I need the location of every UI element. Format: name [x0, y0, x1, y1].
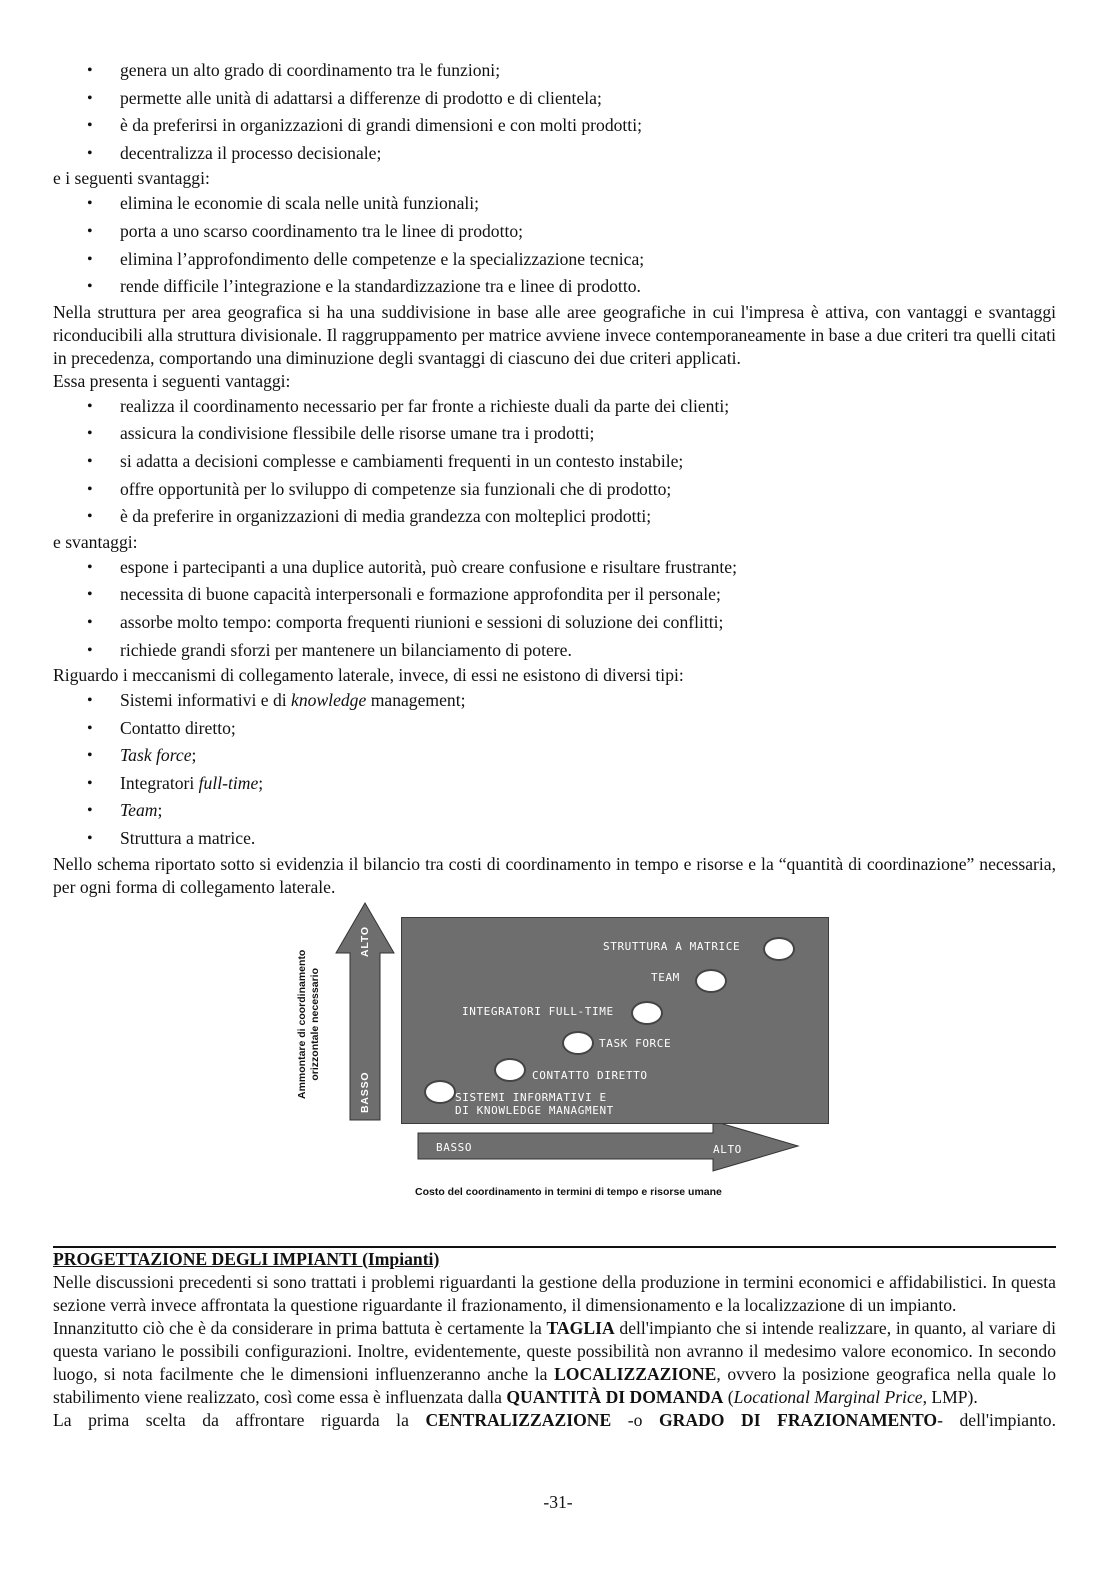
text: (: [723, 1386, 734, 1407]
label-struttura-matrice: STRUTTURA A MATRICE: [603, 939, 741, 953]
bubble-struttura-matrice: [763, 937, 795, 961]
disadvantages-intro-matrix: e svantaggi:: [53, 531, 138, 552]
bubble-contatto-diretto: [494, 1058, 526, 1082]
advantages-list-matrix: [53, 393, 1056, 531]
label-line: SISTEMI INFORMATIVI E: [455, 1090, 607, 1104]
paragraph-geographic: Nella struttura per area geografica si ha una suddivisione in base alle aree geografiche in cui l'impresa è attiva, con vantaggi e svantaggi riconducibili alla struttura divisionale. Il raggruppamento per matrice avviene invece contemporaneamente in base a due criteri tra quelli citati in precedenza, comportando una diminuzione degli svantaggi di ciascuno dei due criteri applicati.: [53, 301, 1056, 368]
label-team: TEAM: [651, 970, 680, 984]
bubble-sistemi-informativi: [424, 1080, 456, 1104]
lateral-links-list: [53, 687, 1056, 853]
y-axis-caption-line2: orizzontale necessario: [309, 967, 321, 1081]
text: Integratori: [120, 772, 199, 793]
text: , ovvero la posizione geografica nella quale lo stabilimento viene realizzato, così come essa è influenzata dalla: [53, 1363, 1056, 1407]
list-item: • elimina le economie di scala nelle unità funzionali;: [53, 190, 1056, 218]
x-axis-low-label: BASSO: [436, 1140, 473, 1154]
label-task-force: TASK FORCE: [599, 1036, 672, 1050]
x-axis-caption: Costo del coordinamento in termini di tempo e risorse umane: [415, 1185, 722, 1198]
list-item: • Contatto diretto;: [53, 715, 1056, 743]
disadvantages-list-divisional: [53, 190, 1056, 300]
y-axis-high-label: ALTO: [359, 925, 371, 957]
list-item: • è da preferire in organizzazioni di media grandezza con molteplici prodotti;: [53, 503, 1056, 531]
bubble-task-force: [562, 1031, 594, 1055]
paragraph-impianti-3: [53, 1409, 1056, 1432]
page-content: [53, 57, 1056, 1432]
label-integratori: INTEGRATORI FULL-TIME: [462, 1004, 614, 1018]
section-title: PROGETTAZIONE DEGLI IMPIANTI (Impianti): [53, 1248, 440, 1269]
advantages-intro: Essa presenta i seguenti vantaggi:: [53, 370, 291, 391]
bubble-team: [695, 969, 727, 993]
list-item: • decentralizza il processo decisionale;: [53, 140, 1056, 168]
emphasis: knowledge: [291, 690, 367, 711]
list-item: [53, 687, 1056, 715]
text: - dell'impianto.: [937, 1409, 1057, 1430]
paragraph-lateral-links: Riguardo i meccanismi di collegamento laterale, invece, di essi ne esistono di diversi tipi:: [53, 665, 684, 686]
emphasis: full-time: [198, 772, 259, 793]
list-item: • espone i partecipanti a una duplice autorità, può creare confusione e risultare frustrante;: [53, 554, 1056, 582]
text: Sistemi informativi e di: [120, 690, 292, 711]
page-number: -31-: [543, 1492, 573, 1512]
disadvantages-intro: e i seguenti svantaggi:: [53, 168, 210, 189]
list-item: • offre opportunità per lo sviluppo di competenze sia funzionali che di prodotto;: [53, 476, 1056, 504]
y-axis-caption-line1: Ammontare di coordinamento: [296, 949, 308, 1099]
paragraph-impianti-1: Nelle discussioni precedenti si sono trattati i problemi riguardanti la gestione della produzione in termini economici e affidabilistici. In questa sezione verrà invece affrontata la questione riguardante il frazionamento, il dimensionamento e la localizzazione di un impianto.: [53, 1271, 1056, 1315]
list-item: • genera un alto grado di coordinamento tra le funzioni;: [53, 57, 1056, 85]
list-item: [53, 797, 1056, 825]
x-axis-high-label: ALTO: [713, 1142, 742, 1156]
list-item: • è da preferirsi in organizzazioni di grandi dimensioni e con molti prodotti;: [53, 112, 1056, 140]
label-sistemi-informativi: [455, 1091, 614, 1117]
coordination-diagram: [53, 899, 1056, 1237]
list-item: • assicura la condivisione flessibile delle risorse umane tra i prodotti;: [53, 420, 1056, 448]
list-item: • porta a uno scarso coordinamento tra le linee di prodotto;: [53, 218, 1056, 246]
diagram-panel: [401, 917, 829, 1124]
label-contatto-diretto: CONTATTO DIRETTO: [532, 1068, 648, 1082]
emphasis: Locational Marginal Price: [733, 1386, 923, 1407]
text: management;: [366, 690, 466, 711]
paragraph-impianti-2: [53, 1317, 1056, 1409]
list-item: • rende difficile l’integrazione e la standardizzazione tra e linee di prodotto.: [53, 273, 1056, 301]
list-item: • necessita di buone capacità interpersonali e formazione approfondita per il personale;: [53, 581, 1056, 609]
text: Innanzitutto ciò che è da considerare in prima battuta è certamente la: [53, 1317, 547, 1338]
emphasis: Task force: [120, 745, 192, 766]
disadvantages-list-matrix: [53, 554, 1056, 664]
bubble-integratori: [631, 1001, 663, 1025]
bold-term: LOCALIZZAZIONE: [554, 1363, 717, 1384]
advantages-list-divisional: [53, 57, 1056, 167]
paragraph-schema: Nello schema riportato sotto si evidenzia il bilancio tra costi di coordinamento in tempo e risorse e la “quantità di coordinazione” necessaria, per ogni forma di collegamento laterale.: [53, 853, 1056, 897]
text: ;: [258, 772, 264, 793]
bold-term: TAGLIA: [546, 1317, 615, 1338]
list-item: • assorbe molto tempo: comporta frequenti riunioni e sessioni di soluzione dei conflitti;: [53, 609, 1056, 637]
list-item: • permette alle unità di adattarsi a differenze di prodotto e di clientela;: [53, 85, 1056, 113]
list-item: • Struttura a matrice.: [53, 825, 1056, 853]
y-axis-low-label: BASSO: [359, 1071, 371, 1113]
list-item: • richiede grandi sforzi per mantenere un bilanciamento di potere.: [53, 637, 1056, 665]
bold-term: GRADO DI FRAZIONAMENTO: [658, 1409, 938, 1430]
emphasis: Team: [120, 800, 158, 821]
text: dell'impianto che si intende realizzare, in quanto, al variare di questa variano le possibili configurazioni. Inoltre, evidentemente, queste possibilità non avranno il medesimo valore economico. In secondo luogo, si nota facilmente che le dimensioni influenzeranno anche la: [53, 1317, 1056, 1384]
bold-term: QUANTITÀ DI DOMANDA: [506, 1386, 724, 1407]
bold-term: CENTRALIZZAZIONE: [425, 1409, 612, 1430]
text: -o: [611, 1409, 659, 1430]
y-axis-caption: [296, 949, 322, 1098]
list-item: • elimina l’approfondimento delle competenze e la specializzazione tecnica;: [53, 246, 1056, 274]
label-line: DI KNOWLEDGE MANAGMENT: [455, 1103, 614, 1117]
list-item: [53, 742, 1056, 770]
list-item: • realizza il coordinamento necessario per far fronte a richieste duali da parte dei clienti;: [53, 393, 1056, 421]
list-item: • si adatta a decisioni complesse e cambiamenti frequenti in un contesto instabile;: [53, 448, 1056, 476]
text: , LMP).: [922, 1386, 978, 1407]
text: La prima scelta da affrontare riguarda la: [53, 1409, 426, 1430]
list-item: [53, 770, 1056, 798]
text: ;: [191, 745, 197, 766]
text: ;: [157, 800, 163, 821]
